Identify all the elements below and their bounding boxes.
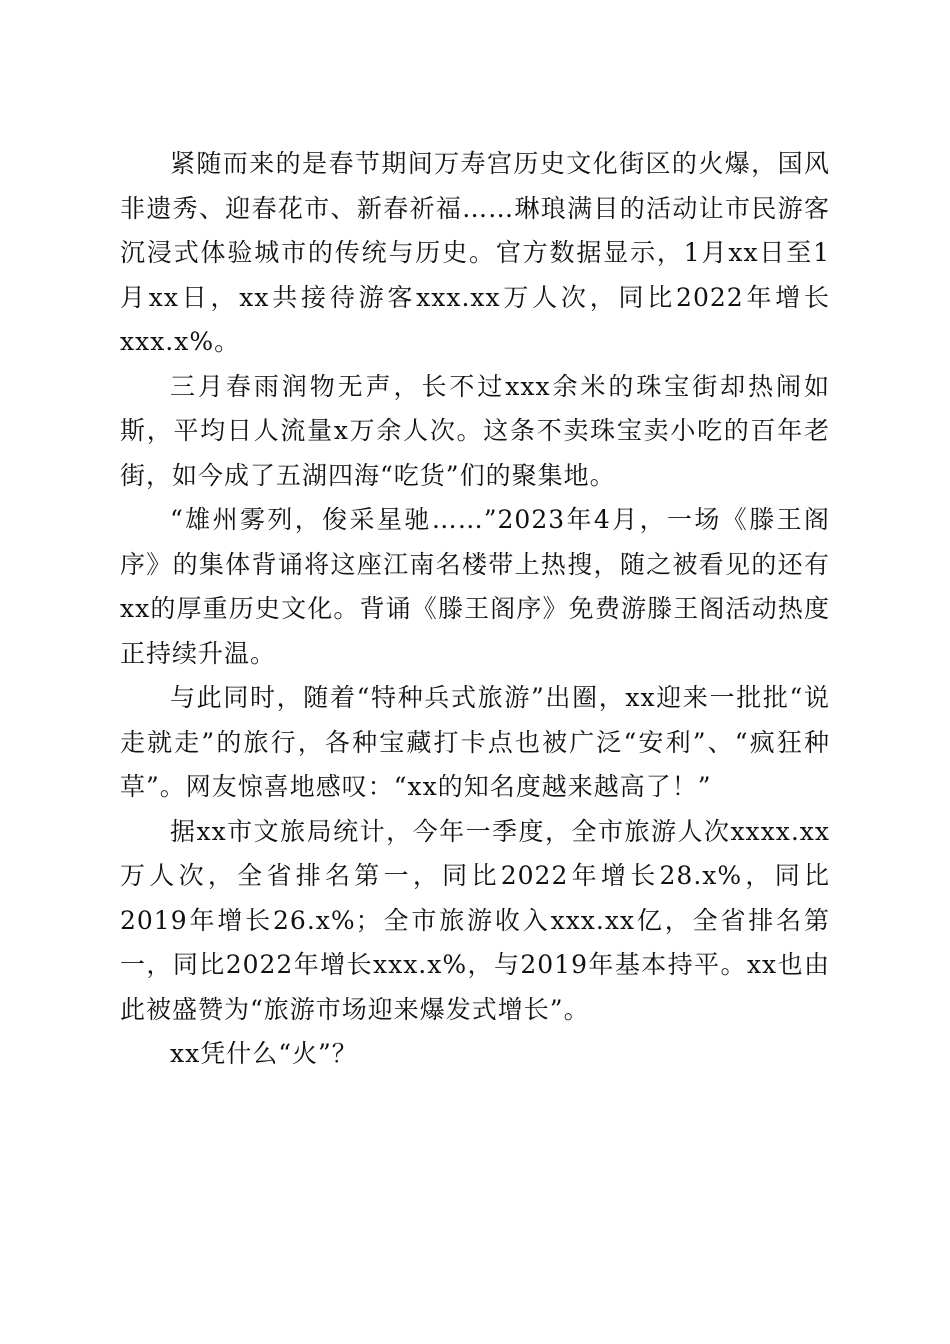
- paragraph-tourism-statistics: 据xx市文旅局统计，今年一季度，全市旅游人次xxxx.xx万人次，全省排名第一，同比2022年增长28.x%，同比2019年增长26.x%；全市旅游收入xxx.xx亿，全省排名第一，同比2022年增长xxx.x%，与2019年基本持平。xx也由此被盛赞为“旅游市场迎来爆发式增长”。: [120, 816, 830, 1024]
- paragraph-question: xx凭什么“火”？: [170, 1039, 358, 1068]
- paragraph-special-forces-tourism: 与此同时，随着“特种兵式旅游”出圈，xx迎来一批批“说走就走”的旅行，各种宝藏打卡点也被广泛“安利”、“疯狂种草”。网友惊喜地感叹：“xx的知名度越来越高了！”: [120, 683, 830, 801]
- document-body: [120, 142, 830, 1077]
- paragraph-jewelry-street: 三月春雨润物无声，长不过xxx余米的珠宝街却热闹如斯，平均日人流量x万余人次。这条不卖珠宝卖小吃的百年老街，如今成了五湖四海“吃货”们的聚集地。: [120, 371, 830, 490]
- paragraph-spring-festival: 紧随而来的是春节期间万寿宫历史文化街区的火爆，国风非遗秀、迎春花市、新春祈福……琳琅满目的活动让市民游客沉浸式体验城市的传统与历史。官方数据显示，1月xx日至1月xx日，xx共接待游客xxx.xx万人次，同比2022年增长xxx.x%。: [120, 149, 830, 356]
- paragraph-tengwang-pavilion: “雄州雾列，俊采星驰……”2023年4月，一场《滕王阁序》的集体背诵将这座江南名楼带上热搜，随之被看见的还有xx的厚重历史文化。背诵《滕王阁序》免费游滕王阁活动热度正持续升温。: [120, 505, 830, 668]
